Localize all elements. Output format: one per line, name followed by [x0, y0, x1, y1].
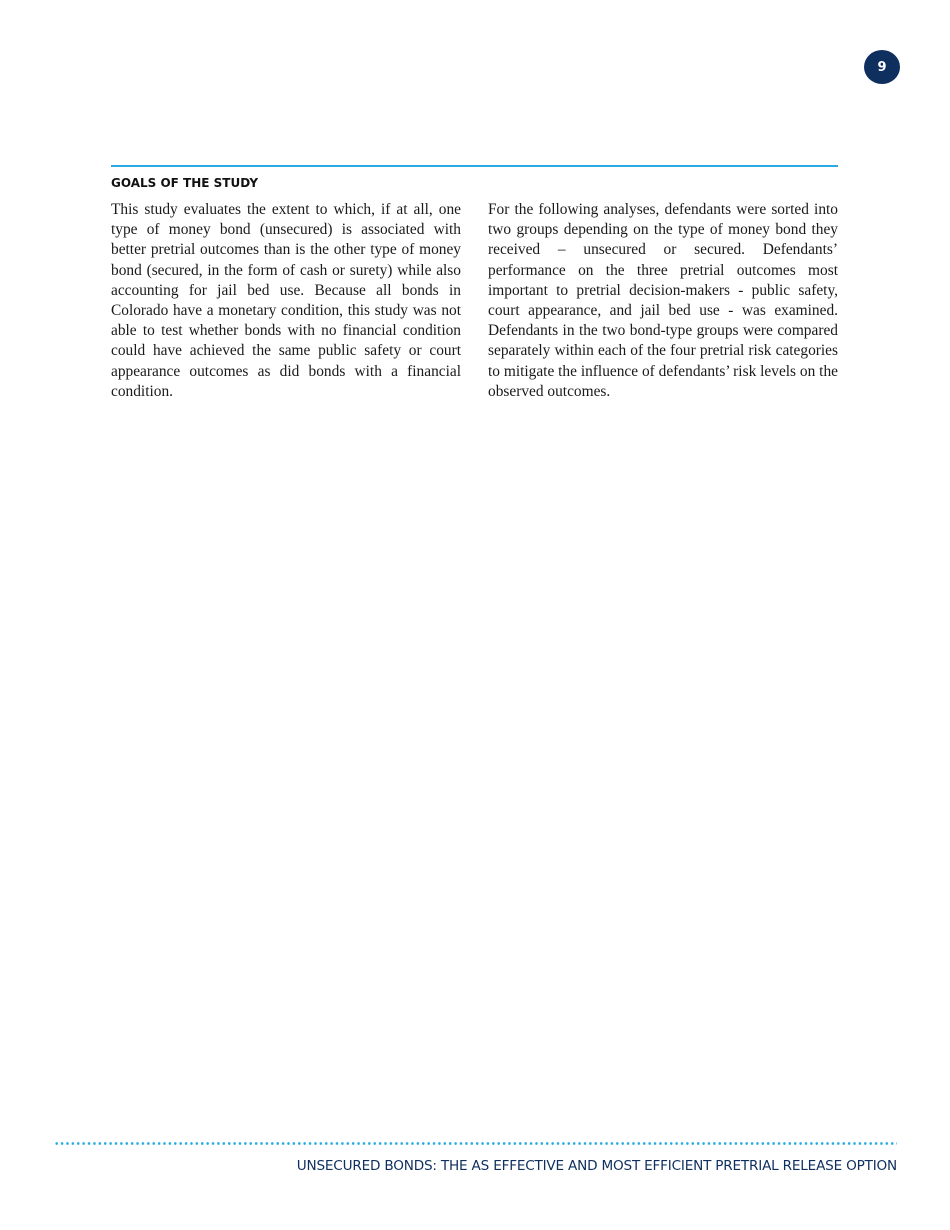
left-column-paragraph: This study evaluates the extent to which, if at all, one type of money bond (unsecured) is associated with better pretrial outcomes than is the other type of money bond (secured, in the form of cash or surety) while also accounting for jail bed use. Because all bonds in Colorado have a monetary condition, this study was not able to test whether bonds with no financial condition could have achieved the same public safety or court appearance outcomes as did bonds with a financial condition. — [111, 201, 461, 400]
section-divider — [111, 165, 838, 167]
section-heading: GOALS OF THE STUDY — [111, 176, 259, 190]
page-number-badge: 9 — [864, 50, 900, 84]
footer-document-title: UNSECURED BONDS: THE AS EFFECTIVE AND MOST EFFICIENT PRETRIAL RELEASE OPTION — [296, 1158, 897, 1174]
footer-dotted-rule — [54, 1142, 897, 1145]
right-column-paragraph: For the following analyses, defendants were sorted into two groups depending on the type of money bond they received – unsecured or secured. Defendants’ performance on the three pretrial outcomes most important to pretrial decision-makers - public safety, court appearance, and jail bed use - was examined. Defendants in the two bond-type groups were compared separately within each of the four pretrial risk categories to mitigate the influence of defendants’ risk levels on the observed outcomes. — [488, 201, 838, 400]
